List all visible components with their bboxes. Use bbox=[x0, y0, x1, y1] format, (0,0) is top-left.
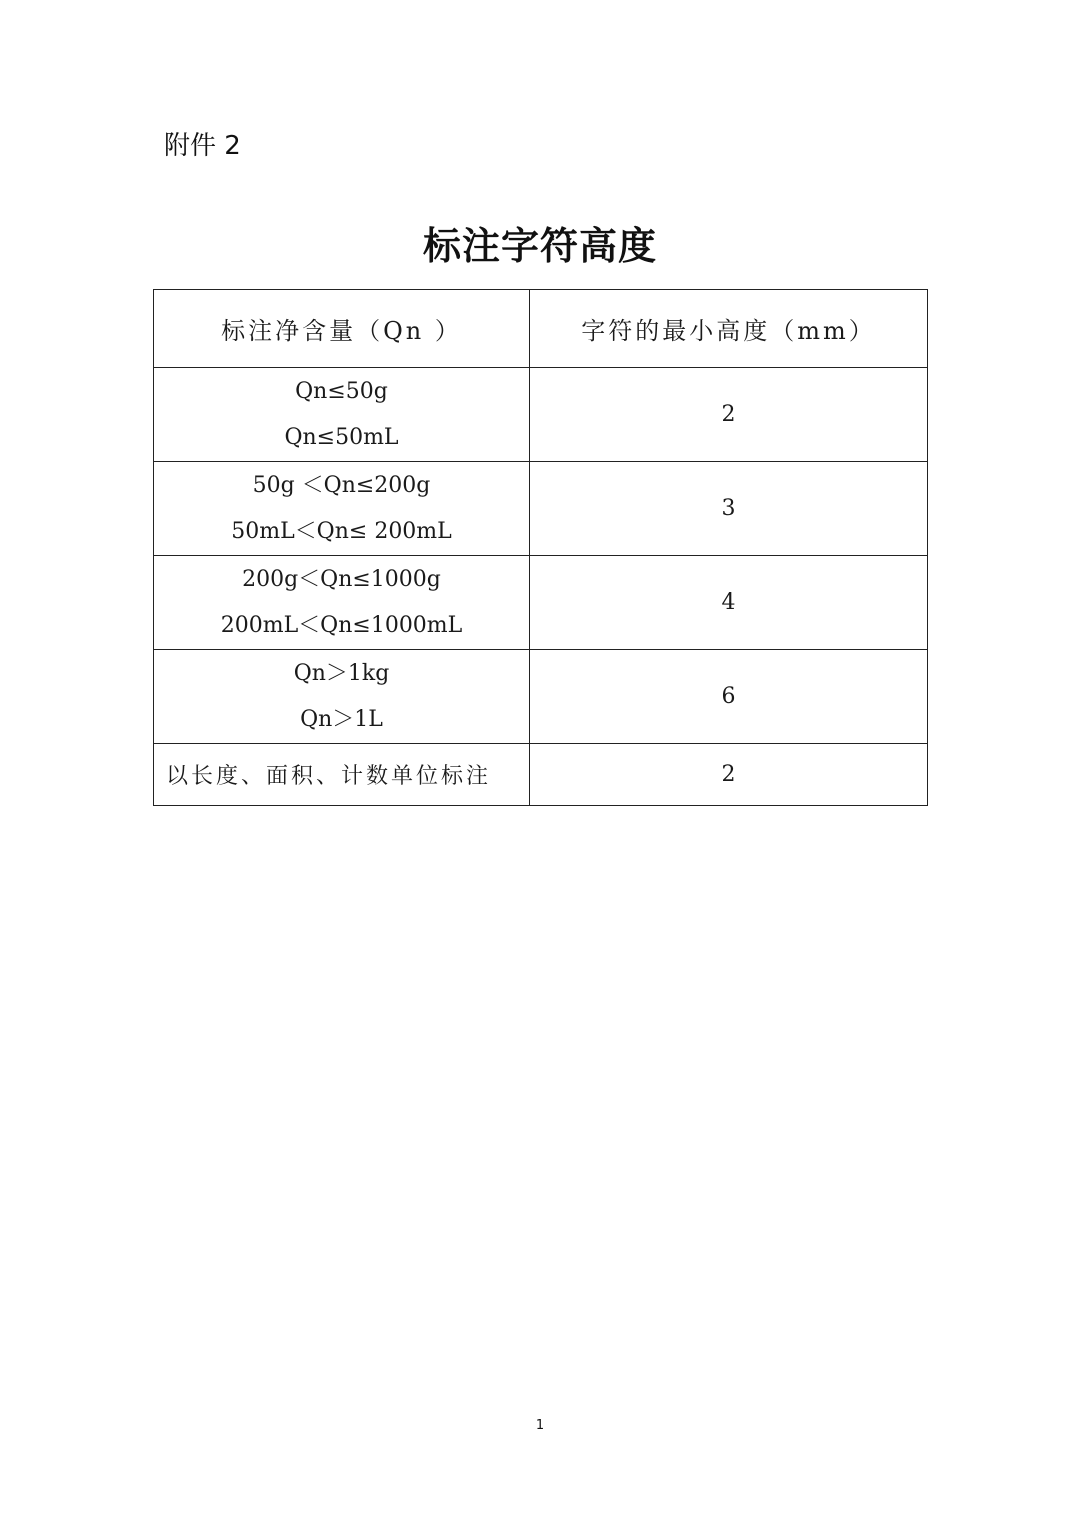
page-number: 1 bbox=[535, 1418, 545, 1433]
height-value: 4 bbox=[721, 590, 736, 615]
condition-other-units: 以长度、面积、计数单位标注 bbox=[166, 764, 492, 789]
character-height-table bbox=[153, 289, 928, 806]
condition-volume: 200mL＜Qn≤1000mL bbox=[220, 612, 463, 638]
condition-cell bbox=[154, 462, 530, 556]
condition-volume: Qn≤50mL bbox=[284, 424, 399, 450]
height-value: 3 bbox=[721, 496, 736, 521]
document-title: 标注字符高度 bbox=[422, 224, 657, 268]
header-net-content: 标注净含量（Qn ） bbox=[154, 290, 530, 368]
height-cell bbox=[530, 368, 928, 462]
height-cell bbox=[530, 462, 928, 556]
condition-cell bbox=[154, 744, 530, 806]
height-cell bbox=[530, 650, 928, 744]
table-header-row bbox=[154, 290, 928, 368]
height-value: 2 bbox=[721, 762, 736, 787]
table-row bbox=[154, 368, 928, 462]
condition-mass: 50g ＜Qn≤200g bbox=[252, 472, 431, 498]
height-cell bbox=[530, 744, 928, 806]
condition-cell bbox=[154, 556, 530, 650]
condition-cell bbox=[154, 650, 530, 744]
table-row bbox=[154, 650, 928, 744]
condition-mass: Qn≤50g bbox=[295, 378, 388, 404]
table-row bbox=[154, 556, 928, 650]
height-cell bbox=[530, 556, 928, 650]
height-value: 2 bbox=[721, 402, 736, 427]
attachment-label: 附件 2 bbox=[164, 131, 241, 161]
header-min-height: 字符的最小高度（mm） bbox=[530, 290, 928, 368]
condition-mass: Qn＞1kg bbox=[293, 660, 390, 686]
condition-volume: 50mL＜Qn≤ 200mL bbox=[231, 518, 452, 544]
condition-volume: Qn＞1L bbox=[300, 706, 383, 732]
table-row bbox=[154, 744, 928, 806]
condition-mass: 200g＜Qn≤1000g bbox=[242, 566, 441, 592]
condition-cell bbox=[154, 368, 530, 462]
height-value: 6 bbox=[721, 684, 736, 709]
table-row bbox=[154, 462, 928, 556]
